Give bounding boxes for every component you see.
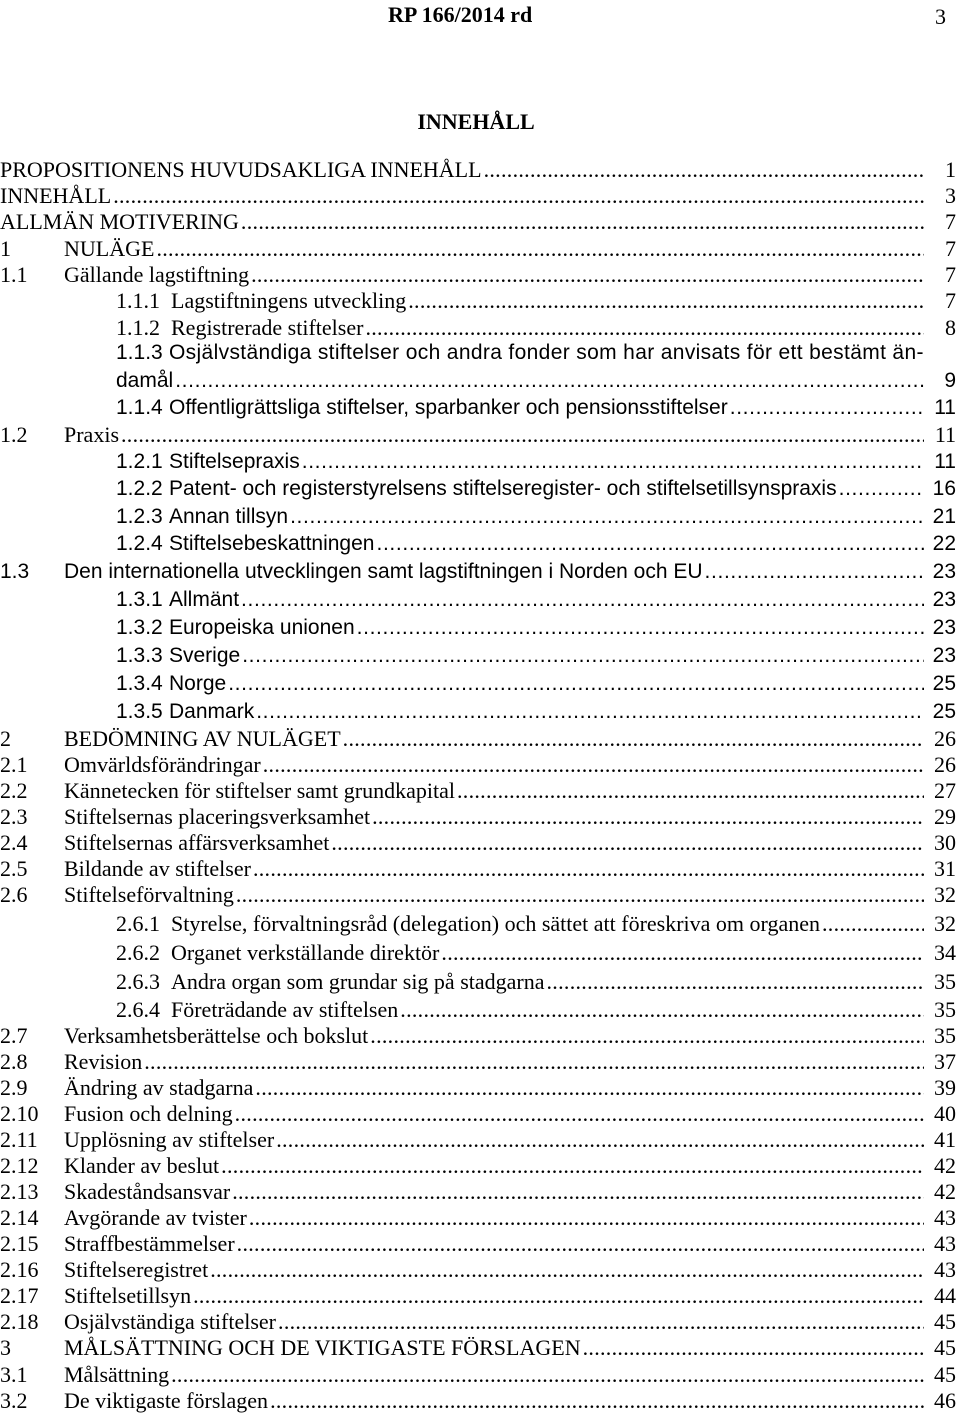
toc-entry[interactable] (0, 396, 960, 422)
toc-entry-page: 43 (934, 1257, 956, 1282)
toc-entry-page: 23 (932, 616, 956, 639)
toc-entry-title: Målsättning (64, 1362, 170, 1387)
toc-entry[interactable] (0, 450, 960, 476)
toc-entry-page: 45 (934, 1309, 956, 1334)
toc-entry-page: 32 (934, 911, 956, 936)
toc-entry-page: 1 (945, 157, 956, 182)
toc-entry-title: Den internationella utvecklingen samt lagstiftningen i Norden och EU (64, 560, 703, 583)
toc-entry-title-wrap (171, 288, 924, 314)
toc-entry[interactable] (0, 1257, 960, 1283)
toc-dot-leader (302, 450, 924, 474)
toc-entry[interactable] (0, 856, 960, 882)
toc-entry-number: 2.10 (0, 1101, 39, 1126)
toc-entry-number: 3 (0, 1335, 11, 1360)
toc-entry-number: 3.2 (0, 1388, 28, 1413)
toc-entry-page: 46 (934, 1388, 956, 1413)
toc-entry-title-wrap (64, 1127, 924, 1153)
toc-entry-title-wrap (169, 644, 924, 668)
toc-entry-number: 1.1.4 (116, 396, 163, 419)
toc-dot-leader (343, 726, 924, 752)
header-page-number: 3 (935, 4, 946, 29)
toc-entry-title: damål (116, 369, 174, 392)
toc-entry[interactable] (0, 1127, 960, 1153)
toc-entry-number: 2.6 (0, 882, 28, 907)
toc-entry[interactable] (0, 1075, 960, 1101)
toc-entry-title-wrap (169, 532, 924, 556)
toc-entry-title-wrap (169, 505, 924, 529)
toc-dot-leader (290, 505, 924, 529)
toc-entry-page: 21 (932, 505, 956, 528)
toc-entry-title-wrap (64, 882, 924, 908)
toc-entry[interactable] (0, 560, 960, 586)
header-title: RP 166/2014 rd (388, 2, 533, 27)
toc-entry[interactable] (0, 778, 960, 804)
toc-entry[interactable] (0, 532, 960, 558)
toc-entry-title-wrap (169, 396, 924, 420)
toc-entry-page: 34 (934, 940, 956, 965)
toc-entry-title: Lagstiftningens utveckling (171, 288, 407, 313)
toc-dot-leader (256, 700, 924, 724)
toc-entry-page: 39 (934, 1075, 956, 1100)
toc-dot-leader (232, 1179, 924, 1205)
toc-dot-leader (242, 644, 924, 668)
toc-entry-title-wrap (64, 726, 924, 752)
toc-entry-title-wrap (169, 672, 924, 696)
toc-entry-title: Europeiska unionen (169, 616, 355, 639)
toc-entry[interactable] (0, 940, 960, 966)
toc-entry-number: 1.1.3 (116, 341, 163, 364)
toc-dot-leader (408, 288, 924, 314)
toc-entry-title: Verksamhetsberättelse och bokslut (64, 1023, 369, 1048)
toc-entry-title-wrap (64, 262, 924, 288)
toc-entry[interactable] (0, 262, 960, 288)
toc-entry-page: 35 (934, 1023, 956, 1048)
toc-entry-number: 2.18 (0, 1309, 39, 1334)
toc-entry-title: Sverige (169, 644, 241, 667)
toc-entry-title-wrap (64, 778, 924, 804)
toc-entry[interactable] (0, 882, 960, 908)
toc-entry-number: 1.3.4 (116, 672, 163, 695)
toc-entry-title-wrap (64, 1283, 924, 1309)
toc-dot-leader (376, 532, 924, 556)
toc-entry-page: 25 (932, 672, 956, 695)
toc-entry[interactable] (0, 1179, 960, 1205)
toc-entry-title-wrap (64, 856, 924, 882)
toc-entry-page: 3 (945, 183, 956, 208)
toc-entry[interactable] (0, 700, 960, 726)
toc-entry-number: 2.16 (0, 1257, 39, 1282)
toc-dot-leader (331, 830, 924, 856)
toc-dot-leader (210, 1257, 924, 1283)
toc-entry-title: Stiftelsernas affärsverksamhet (64, 830, 330, 855)
toc-entry-title: Allmänt (169, 588, 240, 611)
toc-entry[interactable] (0, 1335, 960, 1361)
toc-entry-number: 2.9 (0, 1075, 28, 1100)
toc-entry-title-wrap (64, 1335, 924, 1361)
toc-entry-title-wrap (0, 183, 924, 209)
toc-entry[interactable] (0, 236, 960, 262)
toc-entry-number: 2.14 (0, 1205, 39, 1230)
toc-entry-title-wrap (116, 369, 924, 393)
toc-entry[interactable] (0, 288, 960, 314)
toc-entry-title-wrap (64, 1153, 924, 1179)
toc-entry-number: 2.8 (0, 1049, 28, 1074)
toc-entry-title-wrap (64, 1179, 924, 1205)
toc-entry-page: 7 (945, 262, 956, 287)
toc-dot-leader (241, 588, 924, 612)
toc-dot-leader (278, 1309, 924, 1335)
toc-entry-number: 1.2.4 (116, 532, 163, 555)
toc-entry-title: INNEHÅLL (0, 183, 112, 208)
toc-dot-leader (276, 1127, 924, 1153)
toc-entry-page: 41 (934, 1127, 956, 1152)
toc-dot-leader (705, 560, 924, 584)
toc-entry-title-wrap (171, 969, 924, 995)
toc-entry-number: 2 (0, 726, 11, 751)
toc-entry[interactable] (0, 1205, 960, 1231)
toc-entry[interactable] (0, 752, 960, 778)
toc-entry-title: Danmark (169, 700, 255, 723)
toc-entry-number: 2.13 (0, 1179, 39, 1204)
toc-entry-page: 7 (945, 288, 956, 313)
toc-entry-number: 2.15 (0, 1231, 39, 1256)
toc-entry-number: 1.2.2 (116, 477, 163, 500)
toc-entry-title-wrap (171, 997, 924, 1023)
toc-dot-leader (822, 911, 924, 937)
toc-entry-title-wrap (169, 616, 924, 640)
toc-entry-title: Avgörande av tvister (64, 1205, 247, 1230)
toc-entry-page: 23 (932, 644, 956, 667)
toc-dot-leader (730, 396, 924, 420)
toc-dot-leader (121, 422, 924, 448)
toc-entry-page: 16 (932, 477, 956, 500)
toc-entry-title-wrap (64, 1023, 924, 1049)
toc-entry-title: Kännetecken för stiftelser samt grundkapital (64, 778, 455, 803)
toc-entry[interactable] (0, 209, 960, 235)
toc-entry-title: Organet verkställande direktör (171, 940, 440, 965)
toc-entry-title-wrap (169, 477, 924, 501)
toc-entry-page: 43 (934, 1231, 956, 1256)
toc-dot-leader (441, 940, 924, 966)
toc-entry[interactable] (0, 1153, 960, 1179)
toc-entry-title: Annan tillsyn (169, 505, 289, 528)
toc-entry-number: 1.2.3 (116, 505, 163, 528)
toc-entry-title: Revision (64, 1049, 143, 1074)
toc-entry-page: 11 (934, 422, 956, 447)
toc-entry[interactable] (0, 726, 960, 752)
toc-entry-title-wrap (64, 1205, 924, 1231)
toc-dot-leader (221, 1153, 924, 1179)
toc-dot-leader (583, 1335, 924, 1361)
toc-entry-title: Skadeståndsansvar (64, 1179, 231, 1204)
toc-entry[interactable] (0, 1362, 960, 1388)
toc-entry-title-wrap (169, 700, 924, 724)
toc-entry-title: Osjälvständiga stiftelser och andra fonder som har anvisats för ett bestämt än- (169, 341, 924, 364)
toc-entry-page: 30 (934, 830, 956, 855)
toc-dot-leader (228, 672, 924, 696)
toc-entry-number: 2.4 (0, 830, 28, 855)
toc-entry-title: Upplösning av stiftelser (64, 1127, 275, 1152)
toc-entry-page: 11 (934, 396, 956, 419)
toc-entry-title-wrap (169, 341, 956, 365)
toc-entry[interactable] (0, 969, 960, 995)
toc-entry-page: 42 (934, 1153, 956, 1178)
toc-entry-title-wrap (64, 1231, 924, 1257)
toc-entry-title-wrap (64, 1362, 924, 1388)
toc-dot-leader (547, 969, 925, 995)
toc-entry-page: 7 (945, 236, 956, 261)
toc-dot-leader (251, 262, 924, 288)
toc-dot-leader (270, 1388, 924, 1414)
toc-dot-leader (241, 209, 924, 235)
toc-entry-title: BEDÖMNING AV NULÄGET (64, 726, 341, 751)
toc-dot-leader (357, 616, 924, 640)
toc-entry-title-wrap (64, 1075, 924, 1101)
toc-entry-page: 27 (934, 778, 956, 803)
toc-entry[interactable] (0, 616, 960, 642)
toc-entry-title-wrap (171, 911, 924, 937)
toc-entry-page: 45 (934, 1362, 956, 1387)
toc-entry[interactable] (0, 1283, 960, 1309)
toc-entry-page: 7 (945, 209, 956, 234)
toc-entry-page: 11 (934, 450, 956, 473)
toc-entry[interactable] (0, 1309, 960, 1335)
toc-entry-title-wrap (64, 1309, 924, 1335)
toc-entry-page: 42 (934, 1179, 956, 1204)
toc-entry-page: 8 (945, 315, 956, 340)
toc-entry-number: 2.6.1 (116, 911, 160, 936)
toc-entry-number: 2.6.4 (116, 997, 160, 1022)
toc-entry-title-wrap (64, 752, 924, 778)
toc-entry-title: Andra organ som grundar sig på stadgarna (171, 969, 545, 994)
toc-entry-page: 43 (934, 1205, 956, 1230)
toc-entry-title-wrap (169, 450, 924, 474)
toc-dot-leader (193, 1283, 924, 1309)
toc-entry-number: 2.12 (0, 1153, 39, 1178)
toc-entry[interactable] (0, 1388, 960, 1414)
toc-dot-leader (236, 882, 924, 908)
toc-entry-title: Osjälvständiga stiftelser (64, 1309, 277, 1334)
toc-entry-title-wrap (64, 1049, 924, 1075)
toc-entry-title: Norge (169, 672, 227, 695)
toc-entry-number: 1.3.5 (116, 700, 163, 723)
toc-entry-page: 32 (934, 882, 956, 907)
toc-entry[interactable] (0, 183, 960, 209)
toc-entry-number: 1.1.1 (116, 288, 160, 313)
toc-entry-number: 2.6.2 (116, 940, 160, 965)
toc-dot-leader (237, 1231, 924, 1257)
toc-entry-title: Klander av beslut (64, 1153, 220, 1178)
toc-entry-page: 23 (932, 560, 956, 583)
toc-entry-number: 1.3.3 (116, 644, 163, 667)
toc-dot-leader (156, 236, 924, 262)
toc-entry-title: Omvärldsförändringar (64, 752, 261, 777)
toc-dot-leader (839, 477, 924, 501)
toc-heading: INNEHÅLL (417, 109, 535, 134)
toc-entry-title: Praxis (64, 422, 119, 447)
toc-entry-title: Registrerade stiftelser (171, 315, 364, 340)
toc-entry-title-wrap (64, 560, 924, 584)
toc-entry-title: Styrelse, förvaltningsråd (delegation) och sättet att föreskriva om organen (171, 911, 820, 936)
toc-dot-leader (365, 315, 924, 341)
toc-entry-page: 22 (932, 532, 956, 555)
toc-entry[interactable] (0, 505, 960, 531)
toc-dot-leader (113, 183, 924, 209)
toc-entry-title: PROPOSITIONENS HUVUDSAKLIGA INNEHÅLL (0, 157, 482, 182)
toc-entry-title-wrap (64, 804, 924, 830)
toc-entry[interactable] (0, 369, 960, 395)
toc-dot-leader (263, 752, 924, 778)
toc-entry-title: Stiftelsetillsyn (64, 1283, 192, 1308)
toc-entry-title-wrap (64, 830, 924, 856)
toc-entry[interactable] (0, 1049, 960, 1075)
toc-entry-title: Patent- och registerstyrelsens stiftelseregister- och stiftelsetillsynspraxis (169, 477, 837, 500)
toc-dot-leader (372, 804, 924, 830)
toc-entry-number: 1 (0, 236, 11, 261)
toc-entry[interactable] (0, 911, 960, 937)
toc-entry-page: 40 (934, 1101, 956, 1126)
toc-dot-leader (144, 1049, 924, 1075)
toc-entry-title: Straffbestämmelser (64, 1231, 235, 1256)
toc-entry-title-wrap (0, 157, 924, 183)
toc-entry[interactable] (0, 804, 960, 830)
toc-dot-leader (171, 1362, 924, 1388)
toc-entry-number: 1.3.1 (116, 588, 163, 611)
toc-entry-number: 1.2 (0, 422, 28, 447)
toc-dot-leader (457, 778, 924, 804)
toc-entry-title: Fusion och delning (64, 1101, 233, 1126)
toc-entry-title: Företrädande av stiftelsen (171, 997, 399, 1022)
toc-entry-page: 35 (934, 997, 956, 1022)
toc-entry-title-wrap (171, 940, 924, 966)
toc-entry-number: 2.1 (0, 752, 28, 777)
toc-entry[interactable] (0, 830, 960, 856)
toc-entry-title: Bildande av stiftelser (64, 856, 251, 881)
toc-entry[interactable] (0, 341, 960, 367)
toc-entry-page: 31 (934, 856, 956, 881)
toc-dot-leader (175, 369, 924, 393)
toc-entry-number: 2.2 (0, 778, 28, 803)
toc-entry[interactable] (0, 1231, 960, 1257)
toc-entry-number: 1.3.2 (116, 616, 163, 639)
toc-entry-title-wrap (64, 1257, 924, 1283)
toc-entry-title: NULÄGE (64, 236, 155, 261)
toc-entry-page: 35 (934, 969, 956, 994)
toc-dot-leader (253, 856, 924, 882)
toc-entry-title: Stiftelsepraxis (169, 450, 300, 473)
toc-dot-leader (235, 1101, 924, 1127)
toc-entry-title: Gällande lagstiftning (64, 262, 250, 287)
toc-entry-number: 2.17 (0, 1283, 39, 1308)
toc-entry-page: 26 (934, 726, 956, 751)
toc-entry[interactable] (0, 1101, 960, 1127)
toc-dot-leader (484, 157, 924, 183)
toc-entry-page: 29 (934, 804, 956, 829)
toc-entry-page: 25 (932, 700, 956, 723)
toc-entry-title: De viktigaste förslagen (64, 1388, 269, 1413)
toc-entry-number: 2.6.3 (116, 969, 160, 994)
toc-entry-number: 2.11 (0, 1127, 38, 1152)
toc-dot-leader (249, 1205, 924, 1231)
toc-entry[interactable] (0, 422, 960, 448)
toc-entry-title: Ändring av stadgarna (64, 1075, 254, 1100)
toc-entry[interactable] (0, 644, 960, 670)
toc-entry-number: 1.2.1 (116, 450, 163, 473)
toc-entry[interactable] (0, 157, 960, 183)
toc-entry-page: 23 (932, 588, 956, 611)
toc-entry[interactable] (0, 588, 960, 614)
toc-entry-title: Stiftelseregistret (64, 1257, 209, 1282)
toc-entry-title-wrap (0, 209, 924, 235)
toc-entry-title-wrap (64, 236, 924, 262)
toc-dot-leader (370, 1023, 924, 1049)
toc-entry-title-wrap (64, 422, 924, 448)
toc-entry-title: ALLMÄN MOTIVERING (0, 209, 239, 234)
toc-entry-number: 2.3 (0, 804, 28, 829)
toc-entry[interactable] (0, 997, 960, 1023)
toc-entry-number: 2.5 (0, 856, 28, 881)
toc-entry-number: 1.1 (0, 262, 28, 287)
toc-entry-title: Stiftelsernas placeringsverksamhet (64, 804, 371, 829)
toc-entry-page: 44 (934, 1283, 956, 1308)
toc-entry-title: Offentligrättsliga stiftelser, sparbanker och pensionsstiftelser (169, 396, 728, 419)
toc-entry-title: MÅLSÄTTNING OCH DE VIKTIGASTE FÖRSLAGEN (64, 1335, 581, 1360)
toc-entry-title-wrap (171, 315, 924, 341)
toc-entry[interactable] (0, 672, 960, 698)
toc-entry-number: 3.1 (0, 1362, 28, 1387)
toc-entry-page: 37 (934, 1049, 956, 1074)
toc-entry-title-wrap (169, 588, 924, 612)
toc-entry-number: 1.3 (0, 560, 30, 583)
toc-entry-number: 2.7 (0, 1023, 28, 1048)
toc-entry-title-wrap (64, 1388, 924, 1414)
toc-entry-number: 1.1.2 (116, 315, 160, 340)
toc-entry-title: Stiftelsebeskattningen (169, 532, 375, 555)
toc-dot-leader (400, 997, 924, 1023)
toc-entry-page: 9 (944, 369, 956, 392)
toc-entry[interactable] (0, 1023, 960, 1049)
toc-entry-title: Stiftelseförvaltning (64, 882, 234, 907)
toc-entry-page: 26 (934, 752, 956, 777)
toc-dot-leader (255, 1075, 924, 1101)
toc-entry-page: 45 (934, 1335, 956, 1360)
toc-entry-title-wrap (64, 1101, 924, 1127)
toc-entry[interactable] (0, 315, 960, 341)
toc-entry[interactable] (0, 477, 960, 503)
